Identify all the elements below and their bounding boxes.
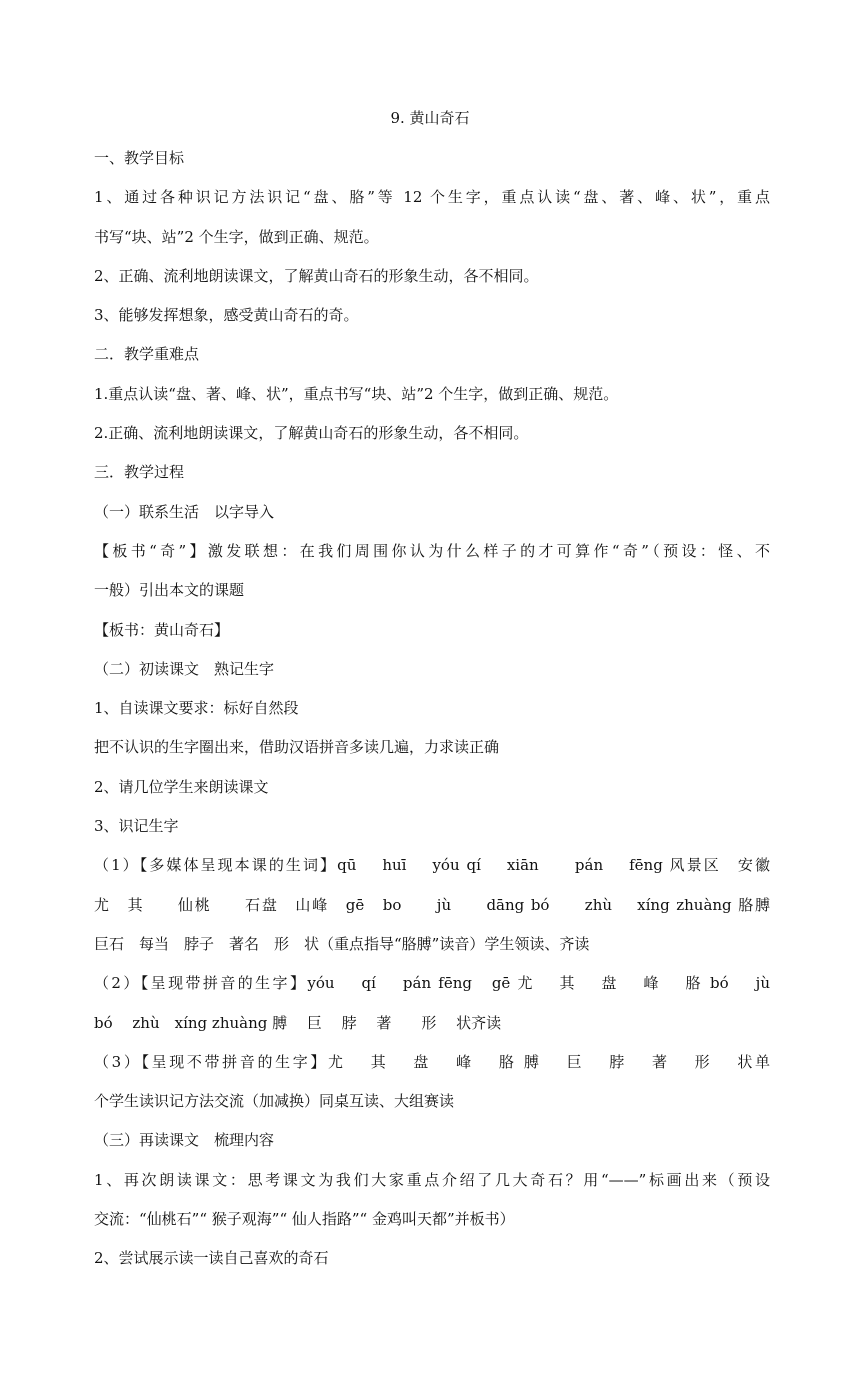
document-title: 9. 黄山奇石: [390, 109, 470, 127]
text-line: 三．教学过程: [94, 463, 185, 482]
text-line: 1、再次朗读课文：思考课文为我们大家重点介绍了几大奇石？用“——”标画出来（预设: [94, 1170, 770, 1189]
text-line: 一般）引出本文的课题: [94, 581, 245, 600]
text-line: 1.重点认读“盘、著、峰、状”，重点书写“块、站”2 个生字，做到正确、规范。: [94, 384, 619, 403]
text-line: （1）【多媒体呈现本课的生词】qū huī yóu qí xiān pán fēng 风景区 安徽: [94, 856, 770, 875]
text-line: 一、教学目标: [94, 149, 185, 167]
text-line: 3、识记生字: [94, 817, 179, 836]
document-body: [94, 146, 770, 1286]
text-line: 2、尝试展示读一读自己喜欢的奇石: [94, 1249, 329, 1268]
text-line: 书写“块、站”2 个生字，做到正确、规范。: [94, 227, 379, 246]
text-line: 【板书：黄山奇石】: [94, 620, 230, 639]
text-line: （二）初读课文 熟记生字: [94, 659, 275, 678]
text-line: 个学生读识记方法交流（加减换）同桌互读、大组赛读: [94, 1092, 455, 1111]
text-line: （一）联系生活 以字导入: [94, 502, 275, 521]
text-line: 1、通过各种识记方法识记“盘、胳”等 12 个生字，重点认读“盘、著、峰、状”，重点: [94, 188, 770, 207]
text-line: 2.正确、流利地朗读课文，了解黄山奇石的形象生动，各不相同。: [94, 424, 529, 443]
text-line: 巨石 每当 脖子 著名 形 状（重点指导“胳膊”读音）学生领读、齐读: [94, 934, 590, 953]
text-line: 2、正确、流利地朗读课文，了解黄山奇石的形象生动，各不相同。: [94, 266, 539, 285]
text-line: 【板书“奇”】激发联想：在我们周围你认为什么样子的才可算作“奇”（预设：怪、不: [94, 541, 770, 560]
text-line: 把不认识的生字圈出来，借助汉语拼音多读几遍，力求读正确: [94, 738, 500, 757]
text-line: 3、能够发挥想象，感受黄山奇石的奇。: [94, 306, 359, 325]
text-line: （3）【呈现不带拼音的生字】尤 其 盘 峰 胳 膊 巨 脖 著 形 状单: [94, 1052, 770, 1071]
text-line: 尤 其 仙桃 石盘 山峰 gē bo jù dāng bó zhù xíng zhuàng 胳膊: [94, 895, 770, 914]
text-line: 2、请几位学生来朗读课文: [94, 777, 269, 796]
text-line: bó zhù xíng zhuàng 膊 巨 脖 著 形 状齐读: [94, 1013, 502, 1032]
text-line: （三）再读课文 梳理内容: [94, 1131, 275, 1150]
text-line: 二．教学重难点: [94, 345, 200, 364]
text-line: （2）【呈现带拼音的生字】yóu qí pán fēng gē 尤 其 盘 峰 胳 bó jù: [94, 974, 770, 993]
text-line: 交流：“仙桃石”“ 猴子观海”“ 仙人指路”“ 金鸡叫天都”并板书）: [94, 1210, 515, 1229]
text-line: 1、自读课文要求：标好自然段: [94, 699, 299, 718]
